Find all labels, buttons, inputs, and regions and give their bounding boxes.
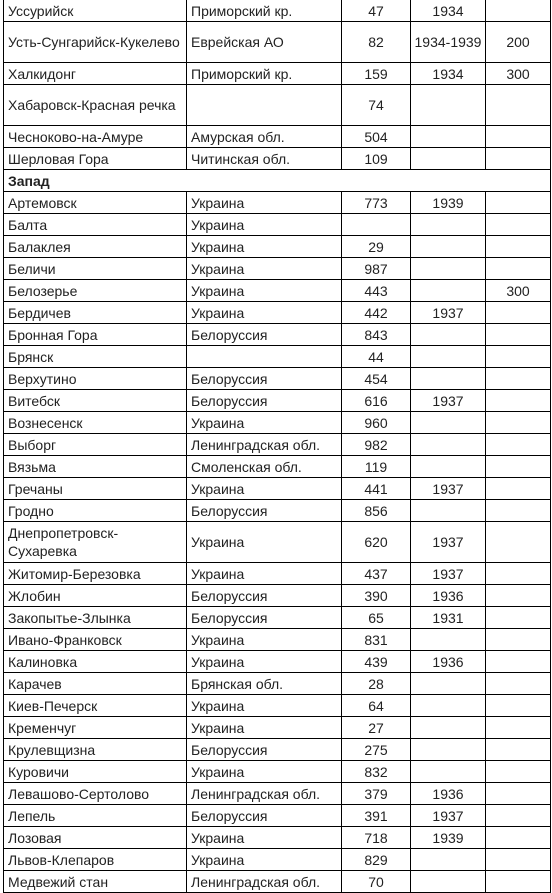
year-cell: 1939 — [411, 192, 486, 214]
table-row — [4, 673, 551, 695]
place-name-cell: Лозовая — [4, 827, 187, 849]
number-cell: 829 — [342, 849, 411, 871]
number-cell: 275 — [342, 739, 411, 761]
number-cell: 390 — [342, 585, 411, 607]
place-name-cell: Бердичев — [4, 302, 187, 324]
year-cell: 1937 — [411, 563, 486, 585]
place-name-cell: Вязьма — [4, 456, 187, 478]
extra-value-cell — [486, 629, 551, 651]
table-row — [4, 22, 551, 63]
extra-value-cell — [486, 522, 551, 563]
region-cell: Еврейская АО — [187, 22, 342, 63]
number-cell: 119 — [342, 456, 411, 478]
section-title: Запад — [4, 170, 551, 192]
number-cell: 442 — [342, 302, 411, 324]
place-name-cell: Кременчуг — [4, 717, 187, 739]
region-cell: Белоруссия — [187, 739, 342, 761]
table-body — [4, 0, 551, 893]
table-row — [4, 849, 551, 871]
number-cell: 856 — [342, 500, 411, 522]
region-cell: Приморский кр. — [187, 0, 342, 22]
place-name-cell: Верхутино — [4, 368, 187, 390]
region-cell: Украина — [187, 192, 342, 214]
year-cell — [411, 236, 486, 258]
region-cell: Украина — [187, 302, 342, 324]
extra-value-cell — [486, 0, 551, 22]
table-row — [4, 783, 551, 805]
year-cell — [411, 126, 486, 148]
extra-value-cell — [486, 739, 551, 761]
number-cell: 832 — [342, 761, 411, 783]
place-name-cell: Киев-Печерск — [4, 695, 187, 717]
year-cell — [411, 717, 486, 739]
number-cell: 28 — [342, 673, 411, 695]
year-cell: 1937 — [411, 302, 486, 324]
number-cell: 504 — [342, 126, 411, 148]
table-row — [4, 871, 551, 893]
table-row — [4, 607, 551, 629]
table-row — [4, 563, 551, 585]
table-row — [4, 192, 551, 214]
number-cell: 74 — [342, 85, 411, 126]
extra-value-cell — [486, 302, 551, 324]
number-cell: 65 — [342, 607, 411, 629]
place-name-cell: Закопытье-Злынка — [4, 607, 187, 629]
year-cell: 1934 — [411, 63, 486, 85]
table-row — [4, 717, 551, 739]
year-cell — [411, 324, 486, 346]
table-row — [4, 214, 551, 236]
year-cell — [411, 85, 486, 126]
extra-value-cell — [486, 563, 551, 585]
year-cell: 1936 — [411, 585, 486, 607]
region-cell: Читинская обл. — [187, 148, 342, 170]
year-cell — [411, 849, 486, 871]
region-cell: Украина — [187, 717, 342, 739]
year-cell — [411, 258, 486, 280]
region-cell: Ленинградская обл. — [187, 783, 342, 805]
region-cell: Белоруссия — [187, 390, 342, 412]
table-row — [4, 258, 551, 280]
year-cell: 1936 — [411, 783, 486, 805]
table-row — [4, 368, 551, 390]
number-cell: 82 — [342, 22, 411, 63]
place-name-cell: Куровичи — [4, 761, 187, 783]
year-cell: 1934 — [411, 0, 486, 22]
number-cell: 831 — [342, 629, 411, 651]
region-cell: Белоруссия — [187, 500, 342, 522]
place-name-cell: Бронная Гора — [4, 324, 187, 346]
year-cell — [411, 739, 486, 761]
table-row — [4, 126, 551, 148]
year-cell — [411, 434, 486, 456]
place-name-cell: Вознесенск — [4, 412, 187, 434]
number-cell: 391 — [342, 805, 411, 827]
region-cell: Белоруссия — [187, 324, 342, 346]
place-name-cell: Балаклея — [4, 236, 187, 258]
region-cell: Украина — [187, 695, 342, 717]
region-cell: Белоруссия — [187, 368, 342, 390]
table-row — [4, 236, 551, 258]
region-cell: Белоруссия — [187, 585, 342, 607]
year-cell: 1936 — [411, 651, 486, 673]
table-row — [4, 739, 551, 761]
year-cell — [411, 280, 486, 302]
year-cell — [411, 148, 486, 170]
extra-value-cell — [486, 236, 551, 258]
region-cell: Украина — [187, 258, 342, 280]
table-row — [4, 651, 551, 673]
number-cell: 159 — [342, 63, 411, 85]
number-cell: 27 — [342, 717, 411, 739]
extra-value-cell — [486, 607, 551, 629]
year-cell: 1934-1939 — [411, 22, 486, 63]
extra-value-cell — [486, 500, 551, 522]
place-name-cell: Жлобин — [4, 585, 187, 607]
region-cell: Украина — [187, 478, 342, 500]
year-cell — [411, 412, 486, 434]
number-cell: 454 — [342, 368, 411, 390]
extra-value-cell — [486, 761, 551, 783]
region-cell: Брянская обл. — [187, 673, 342, 695]
year-cell: 1937 — [411, 805, 486, 827]
extra-value-cell — [486, 390, 551, 412]
table-row — [4, 412, 551, 434]
place-name-cell: Усть-Сунгарийск-Кукелево — [4, 22, 187, 63]
year-cell — [411, 456, 486, 478]
year-cell: 1937 — [411, 478, 486, 500]
extra-value-cell — [486, 456, 551, 478]
table-row — [4, 478, 551, 500]
year-cell — [411, 695, 486, 717]
year-cell — [411, 761, 486, 783]
place-name-cell: Балта — [4, 214, 187, 236]
region-cell: Украина — [187, 629, 342, 651]
place-name-cell: Ивано-Франковск — [4, 629, 187, 651]
extra-value-cell — [486, 849, 551, 871]
number-cell: 620 — [342, 522, 411, 563]
region-cell: Белоруссия — [187, 607, 342, 629]
region-cell: Ленинградская обл. — [187, 871, 342, 893]
region-cell: Белоруссия — [187, 805, 342, 827]
region-cell — [187, 85, 342, 126]
number-cell: 44 — [342, 346, 411, 368]
extra-value-cell — [486, 478, 551, 500]
year-cell — [411, 368, 486, 390]
region-cell: Украина — [187, 849, 342, 871]
table-row — [4, 390, 551, 412]
extra-value-cell — [486, 214, 551, 236]
number-cell: 47 — [342, 0, 411, 22]
place-name-cell: Артемовск — [4, 192, 187, 214]
table-row — [4, 302, 551, 324]
place-name-cell: Лепель — [4, 805, 187, 827]
table-row — [4, 280, 551, 302]
table-row — [4, 456, 551, 478]
number-cell: 441 — [342, 478, 411, 500]
number-cell: 718 — [342, 827, 411, 849]
extra-value-cell: 300 — [486, 63, 551, 85]
year-cell: 1939 — [411, 827, 486, 849]
extra-value-cell — [486, 412, 551, 434]
number-cell: 773 — [342, 192, 411, 214]
number-cell: 379 — [342, 783, 411, 805]
extra-value-cell: 200 — [486, 22, 551, 63]
extra-value-cell — [486, 717, 551, 739]
number-cell: 437 — [342, 563, 411, 585]
region-cell — [187, 346, 342, 368]
region-cell: Украина — [187, 651, 342, 673]
table-row — [4, 585, 551, 607]
extra-value-cell: 300 — [486, 280, 551, 302]
table-row — [4, 500, 551, 522]
extra-value-cell — [486, 827, 551, 849]
year-cell — [411, 629, 486, 651]
number-cell: 109 — [342, 148, 411, 170]
number-cell: 982 — [342, 434, 411, 456]
region-cell: Смоленская обл. — [187, 456, 342, 478]
place-name-cell: Гродно — [4, 500, 187, 522]
place-name-cell: Чесноково-на-Амуре — [4, 126, 187, 148]
extra-value-cell — [486, 258, 551, 280]
number-cell — [342, 214, 411, 236]
extra-value-cell — [486, 126, 551, 148]
extra-value-cell — [486, 805, 551, 827]
place-name-cell: Карачев — [4, 673, 187, 695]
table-row — [4, 761, 551, 783]
year-cell: 1931 — [411, 607, 486, 629]
region-cell: Амурская обл. — [187, 126, 342, 148]
place-name-cell: Беличи — [4, 258, 187, 280]
number-cell: 70 — [342, 871, 411, 893]
year-cell — [411, 871, 486, 893]
number-cell: 439 — [342, 651, 411, 673]
table-row — [4, 63, 551, 85]
table-row — [4, 805, 551, 827]
extra-value-cell — [486, 651, 551, 673]
extra-value-cell — [486, 368, 551, 390]
number-cell: 960 — [342, 412, 411, 434]
region-cell: Украина — [187, 563, 342, 585]
number-cell: 443 — [342, 280, 411, 302]
region-cell: Украина — [187, 827, 342, 849]
place-name-cell: Крулевщизна — [4, 739, 187, 761]
region-cell: Украина — [187, 280, 342, 302]
table-row — [4, 695, 551, 717]
table-row — [4, 346, 551, 368]
year-cell: 1937 — [411, 522, 486, 563]
extra-value-cell — [486, 673, 551, 695]
table-row — [4, 522, 551, 563]
place-name-cell: Житомир-Березовка — [4, 563, 187, 585]
region-cell: Ленинградская обл. — [187, 434, 342, 456]
place-name-cell: Гречаны — [4, 478, 187, 500]
region-cell: Приморский кр. — [187, 63, 342, 85]
extra-value-cell — [486, 346, 551, 368]
table-row — [4, 0, 551, 22]
year-cell — [411, 214, 486, 236]
region-cell: Украина — [187, 236, 342, 258]
place-name-cell: Медвежий стан — [4, 871, 187, 893]
place-name-cell: Хабаровск-Красная речка — [4, 85, 187, 126]
place-name-cell: Брянск — [4, 346, 187, 368]
extra-value-cell — [486, 85, 551, 126]
region-cell: Украина — [187, 412, 342, 434]
extra-value-cell — [486, 585, 551, 607]
place-name-cell: Халкидонг — [4, 63, 187, 85]
region-cell: Украина — [187, 761, 342, 783]
place-name-cell: Витебск — [4, 390, 187, 412]
table-row — [4, 324, 551, 346]
table-row — [4, 85, 551, 126]
table-row — [4, 629, 551, 651]
number-cell: 29 — [342, 236, 411, 258]
place-name-cell: Шерловая Гора — [4, 148, 187, 170]
year-cell — [411, 500, 486, 522]
extra-value-cell — [486, 783, 551, 805]
number-cell: 987 — [342, 258, 411, 280]
year-cell: 1937 — [411, 390, 486, 412]
place-name-cell: Выборг — [4, 434, 187, 456]
place-name-cell: Левашово-Сертолово — [4, 783, 187, 805]
region-cell: Украина — [187, 522, 342, 563]
region-cell: Украина — [187, 214, 342, 236]
table-row — [4, 434, 551, 456]
year-cell — [411, 673, 486, 695]
extra-value-cell — [486, 148, 551, 170]
year-cell — [411, 346, 486, 368]
number-cell: 64 — [342, 695, 411, 717]
extra-value-cell — [486, 324, 551, 346]
number-cell: 843 — [342, 324, 411, 346]
extra-value-cell — [486, 434, 551, 456]
place-name-cell: Белозерье — [4, 280, 187, 302]
table-row — [4, 148, 551, 170]
place-name-cell: Львов-Клепаров — [4, 849, 187, 871]
extra-value-cell — [486, 695, 551, 717]
table-row — [4, 827, 551, 849]
place-name-cell: Калиновка — [4, 651, 187, 673]
extra-value-cell — [486, 192, 551, 214]
number-cell: 616 — [342, 390, 411, 412]
data-table — [3, 0, 551, 893]
place-name-cell: Днепропетровск-Сухаревка — [4, 522, 187, 563]
extra-value-cell — [486, 871, 551, 893]
section-header-row — [4, 170, 551, 192]
place-name-cell: Уссурийск — [4, 0, 187, 22]
